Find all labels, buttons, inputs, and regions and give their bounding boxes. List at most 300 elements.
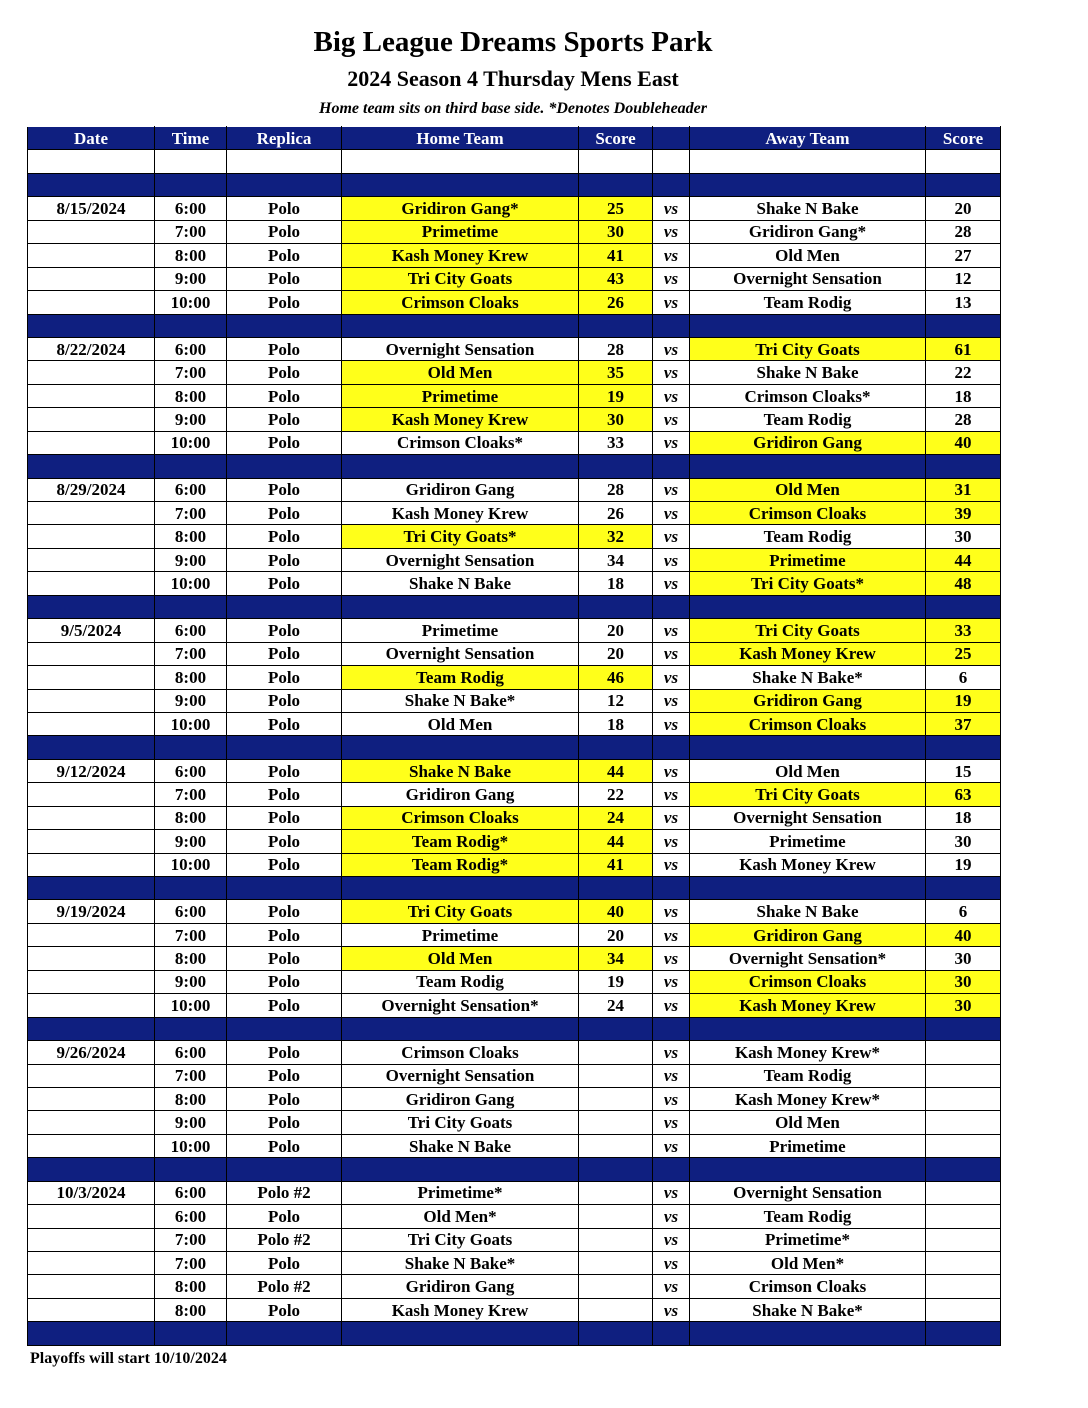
away-team: Overnight Sensation bbox=[690, 267, 926, 290]
home-team: Crimson Cloaks bbox=[342, 291, 579, 314]
home-team: Shake N Bake* bbox=[342, 689, 579, 712]
game-time: 10:00 bbox=[155, 853, 227, 876]
vs-label: vs bbox=[653, 337, 690, 360]
vs-label: vs bbox=[653, 1064, 690, 1087]
game-replica: Polo bbox=[227, 384, 342, 407]
separator-cell bbox=[579, 1158, 653, 1181]
home-score: 41 bbox=[579, 853, 653, 876]
home-score bbox=[579, 1252, 653, 1275]
home-score: 25 bbox=[579, 197, 653, 220]
separator-cell bbox=[690, 595, 926, 618]
home-team: Team Rodig* bbox=[342, 853, 579, 876]
game-replica: Polo bbox=[227, 712, 342, 735]
column-header-vs bbox=[653, 127, 690, 150]
home-team: Crimson Cloaks* bbox=[342, 431, 579, 454]
home-score: 24 bbox=[579, 994, 653, 1017]
home-team: Gridiron Gang bbox=[342, 1275, 579, 1298]
home-team: Primetime bbox=[342, 220, 579, 243]
away-score bbox=[926, 1275, 1001, 1298]
column-header-replica: Replica bbox=[227, 127, 342, 150]
separator-cell bbox=[653, 1158, 690, 1181]
away-team: Gridiron Gang* bbox=[690, 220, 926, 243]
vs-label: vs bbox=[653, 384, 690, 407]
game-time: 7:00 bbox=[155, 220, 227, 243]
away-score bbox=[926, 1134, 1001, 1157]
game-replica: Polo bbox=[227, 244, 342, 267]
away-score: 37 bbox=[926, 712, 1001, 735]
week-separator-row bbox=[28, 173, 1001, 196]
table-row bbox=[28, 853, 1001, 876]
game-replica: Polo bbox=[227, 642, 342, 665]
away-team: Tri City Goats bbox=[690, 337, 926, 360]
home-team: Team Rodig bbox=[342, 666, 579, 689]
away-score bbox=[926, 1181, 1001, 1204]
table-row bbox=[28, 291, 1001, 314]
separator-cell bbox=[342, 314, 579, 337]
separator-cell bbox=[653, 314, 690, 337]
separator-cell bbox=[690, 736, 926, 759]
away-team: Shake N Bake bbox=[690, 197, 926, 220]
away-score bbox=[926, 1252, 1001, 1275]
table-row bbox=[28, 408, 1001, 431]
week-separator-row bbox=[28, 1017, 1001, 1040]
home-score: 20 bbox=[579, 642, 653, 665]
separator-cell bbox=[926, 1322, 1001, 1345]
home-score: 32 bbox=[579, 525, 653, 548]
separator-cell bbox=[342, 736, 579, 759]
away-team: Team Rodig bbox=[690, 525, 926, 548]
game-date bbox=[28, 666, 155, 689]
home-score: 34 bbox=[579, 947, 653, 970]
away-team: Kash Money Krew* bbox=[690, 1041, 926, 1064]
game-time: 9:00 bbox=[155, 548, 227, 571]
game-date: 9/19/2024 bbox=[28, 900, 155, 923]
separator-cell bbox=[227, 1017, 342, 1040]
vs-label: vs bbox=[653, 431, 690, 454]
game-replica: Polo bbox=[227, 830, 342, 853]
game-date bbox=[28, 1275, 155, 1298]
vs-label: vs bbox=[653, 1134, 690, 1157]
away-score: 30 bbox=[926, 525, 1001, 548]
away-team: Crimson Cloaks bbox=[690, 502, 926, 525]
game-time: 7:00 bbox=[155, 1228, 227, 1251]
game-replica: Polo bbox=[227, 1298, 342, 1321]
game-replica: Polo bbox=[227, 291, 342, 314]
table-row bbox=[28, 642, 1001, 665]
game-time: 6:00 bbox=[155, 759, 227, 782]
home-team: Gridiron Gang bbox=[342, 783, 579, 806]
home-score: 40 bbox=[579, 900, 653, 923]
blank-cell bbox=[653, 150, 690, 173]
separator-cell bbox=[28, 455, 155, 478]
game-replica: Polo bbox=[227, 502, 342, 525]
home-score: 43 bbox=[579, 267, 653, 290]
home-team: Gridiron Gang bbox=[342, 478, 579, 501]
away-score: 6 bbox=[926, 900, 1001, 923]
separator-cell bbox=[155, 455, 227, 478]
table-row bbox=[28, 759, 1001, 782]
home-team: Tri City Goats bbox=[342, 267, 579, 290]
separator-cell bbox=[690, 455, 926, 478]
blank-cell bbox=[227, 150, 342, 173]
separator-cell bbox=[342, 173, 579, 196]
game-date bbox=[28, 244, 155, 267]
game-time: 8:00 bbox=[155, 1275, 227, 1298]
separator-cell bbox=[579, 314, 653, 337]
vs-label: vs bbox=[653, 1205, 690, 1228]
home-score bbox=[579, 1205, 653, 1228]
week-separator-row bbox=[28, 314, 1001, 337]
blank-cell bbox=[926, 150, 1001, 173]
home-team: Kash Money Krew bbox=[342, 408, 579, 431]
separator-cell bbox=[926, 1158, 1001, 1181]
home-score: 28 bbox=[579, 337, 653, 360]
table-row bbox=[28, 1205, 1001, 1228]
vs-label: vs bbox=[653, 267, 690, 290]
home-team: Primetime bbox=[342, 619, 579, 642]
home-score: 34 bbox=[579, 548, 653, 571]
separator-cell bbox=[155, 1322, 227, 1345]
game-time: 8:00 bbox=[155, 1298, 227, 1321]
blank-cell bbox=[579, 150, 653, 173]
away-team: Shake N Bake* bbox=[690, 1298, 926, 1321]
game-time: 7:00 bbox=[155, 1252, 227, 1275]
home-team: Gridiron Gang bbox=[342, 1087, 579, 1110]
game-time: 10:00 bbox=[155, 431, 227, 454]
away-team: Shake N Bake* bbox=[690, 666, 926, 689]
away-team: Overnight Sensation bbox=[690, 1181, 926, 1204]
game-replica: Polo bbox=[227, 947, 342, 970]
separator-cell bbox=[155, 1017, 227, 1040]
away-team: Old Men* bbox=[690, 1252, 926, 1275]
away-score: 39 bbox=[926, 502, 1001, 525]
away-score bbox=[926, 1298, 1001, 1321]
vs-label: vs bbox=[653, 947, 690, 970]
vs-label: vs bbox=[653, 1228, 690, 1251]
table-row bbox=[28, 947, 1001, 970]
away-score bbox=[926, 1111, 1001, 1134]
game-time: 10:00 bbox=[155, 712, 227, 735]
game-replica: Polo bbox=[227, 970, 342, 993]
game-date bbox=[28, 431, 155, 454]
home-score: 19 bbox=[579, 970, 653, 993]
separator-cell bbox=[342, 1158, 579, 1181]
away-team: Primetime bbox=[690, 830, 926, 853]
separator-cell bbox=[342, 877, 579, 900]
game-time: 10:00 bbox=[155, 572, 227, 595]
game-time: 6:00 bbox=[155, 619, 227, 642]
game-time: 6:00 bbox=[155, 900, 227, 923]
game-time: 6:00 bbox=[155, 197, 227, 220]
away-team: Old Men bbox=[690, 759, 926, 782]
table-row bbox=[28, 1181, 1001, 1204]
game-time: 8:00 bbox=[155, 1087, 227, 1110]
home-score: 41 bbox=[579, 244, 653, 267]
home-team: Team Rodig* bbox=[342, 830, 579, 853]
table-row bbox=[28, 970, 1001, 993]
vs-label: vs bbox=[653, 1252, 690, 1275]
vs-label: vs bbox=[653, 572, 690, 595]
home-team: Old Men bbox=[342, 712, 579, 735]
home-team: Crimson Cloaks bbox=[342, 1041, 579, 1064]
away-team: Team Rodig bbox=[690, 1064, 926, 1087]
game-date bbox=[28, 994, 155, 1017]
home-score: 24 bbox=[579, 806, 653, 829]
separator-cell bbox=[690, 1322, 926, 1345]
game-time: 7:00 bbox=[155, 642, 227, 665]
game-replica: Polo bbox=[227, 619, 342, 642]
vs-label: vs bbox=[653, 994, 690, 1017]
separator-cell bbox=[155, 314, 227, 337]
game-date bbox=[28, 408, 155, 431]
table-row bbox=[28, 197, 1001, 220]
away-score: 40 bbox=[926, 431, 1001, 454]
table-row bbox=[28, 478, 1001, 501]
away-score: 30 bbox=[926, 830, 1001, 853]
table-row bbox=[28, 1064, 1001, 1087]
away-score bbox=[926, 1064, 1001, 1087]
home-team: Old Men* bbox=[342, 1205, 579, 1228]
game-time: 9:00 bbox=[155, 408, 227, 431]
away-score: 25 bbox=[926, 642, 1001, 665]
away-team: Primetime bbox=[690, 548, 926, 571]
home-team: Gridiron Gang* bbox=[342, 197, 579, 220]
game-date bbox=[28, 947, 155, 970]
game-replica: Polo #2 bbox=[227, 1181, 342, 1204]
separator-cell bbox=[579, 1017, 653, 1040]
separator-cell bbox=[690, 1158, 926, 1181]
home-score bbox=[579, 1181, 653, 1204]
table-row bbox=[28, 244, 1001, 267]
home-team: Old Men bbox=[342, 947, 579, 970]
vs-label: vs bbox=[653, 806, 690, 829]
game-replica: Polo bbox=[227, 408, 342, 431]
separator-cell bbox=[926, 736, 1001, 759]
table-row bbox=[28, 384, 1001, 407]
table-row bbox=[28, 267, 1001, 290]
blank-cell bbox=[342, 150, 579, 173]
table-row bbox=[28, 1041, 1001, 1064]
away-score: 33 bbox=[926, 619, 1001, 642]
separator-cell bbox=[653, 1322, 690, 1345]
vs-label: vs bbox=[653, 666, 690, 689]
separator-cell bbox=[28, 736, 155, 759]
game-replica: Polo bbox=[227, 525, 342, 548]
separator-cell bbox=[342, 1017, 579, 1040]
separator-cell bbox=[155, 1158, 227, 1181]
home-team: Old Men bbox=[342, 361, 579, 384]
away-score: 31 bbox=[926, 478, 1001, 501]
home-team: Shake N Bake bbox=[342, 1134, 579, 1157]
separator-cell bbox=[653, 1017, 690, 1040]
game-date bbox=[28, 806, 155, 829]
game-replica: Polo bbox=[227, 783, 342, 806]
table-row bbox=[28, 1228, 1001, 1251]
away-team: Kash Money Krew bbox=[690, 642, 926, 665]
away-score bbox=[926, 1228, 1001, 1251]
column-header-away-score: Score bbox=[926, 127, 1001, 150]
game-time: 6:00 bbox=[155, 1041, 227, 1064]
home-team: Tri City Goats* bbox=[342, 525, 579, 548]
game-replica: Polo bbox=[227, 361, 342, 384]
game-time: 9:00 bbox=[155, 689, 227, 712]
table-row bbox=[28, 220, 1001, 243]
separator-cell bbox=[926, 173, 1001, 196]
vs-label: vs bbox=[653, 712, 690, 735]
table-row bbox=[28, 666, 1001, 689]
game-date: 8/29/2024 bbox=[28, 478, 155, 501]
game-date bbox=[28, 689, 155, 712]
vs-label: vs bbox=[653, 408, 690, 431]
home-team: Tri City Goats bbox=[342, 1228, 579, 1251]
home-score bbox=[579, 1111, 653, 1134]
table-row bbox=[28, 1298, 1001, 1321]
vs-label: vs bbox=[653, 759, 690, 782]
game-date bbox=[28, 1111, 155, 1134]
game-time: 6:00 bbox=[155, 337, 227, 360]
table-row bbox=[28, 1111, 1001, 1134]
game-date bbox=[28, 1252, 155, 1275]
separator-cell bbox=[227, 173, 342, 196]
away-team: Crimson Cloaks* bbox=[690, 384, 926, 407]
away-score bbox=[926, 1041, 1001, 1064]
home-team: Team Rodig bbox=[342, 970, 579, 993]
home-score: 30 bbox=[579, 408, 653, 431]
table-row bbox=[28, 806, 1001, 829]
game-date bbox=[28, 642, 155, 665]
table-row bbox=[28, 619, 1001, 642]
game-replica: Polo bbox=[227, 900, 342, 923]
game-date bbox=[28, 1134, 155, 1157]
separator-cell bbox=[227, 455, 342, 478]
separator-cell bbox=[926, 595, 1001, 618]
separator-cell bbox=[342, 595, 579, 618]
blank-cell bbox=[28, 150, 155, 173]
game-date bbox=[28, 384, 155, 407]
game-date bbox=[28, 923, 155, 946]
vs-label: vs bbox=[653, 923, 690, 946]
home-score: 30 bbox=[579, 220, 653, 243]
vs-label: vs bbox=[653, 244, 690, 267]
separator-cell bbox=[28, 1158, 155, 1181]
vs-label: vs bbox=[653, 197, 690, 220]
away-team: Team Rodig bbox=[690, 1205, 926, 1228]
vs-label: vs bbox=[653, 853, 690, 876]
separator-cell bbox=[690, 877, 926, 900]
game-replica: Polo bbox=[227, 267, 342, 290]
week-separator-row bbox=[28, 1158, 1001, 1181]
game-replica: Polo bbox=[227, 197, 342, 220]
home-score: 19 bbox=[579, 384, 653, 407]
home-score: 20 bbox=[579, 923, 653, 946]
home-score: 12 bbox=[579, 689, 653, 712]
separator-cell bbox=[926, 1017, 1001, 1040]
game-time: 9:00 bbox=[155, 830, 227, 853]
game-time: 8:00 bbox=[155, 806, 227, 829]
away-team: Kash Money Krew bbox=[690, 994, 926, 1017]
game-time: 8:00 bbox=[155, 384, 227, 407]
table-row bbox=[28, 923, 1001, 946]
game-time: 7:00 bbox=[155, 783, 227, 806]
vs-label: vs bbox=[653, 548, 690, 571]
game-replica: Polo bbox=[227, 478, 342, 501]
separator-cell bbox=[227, 314, 342, 337]
game-replica: Polo #2 bbox=[227, 1228, 342, 1251]
vs-label: vs bbox=[653, 361, 690, 384]
home-team: Tri City Goats bbox=[342, 1111, 579, 1134]
separator-cell bbox=[28, 877, 155, 900]
separator-cell bbox=[342, 455, 579, 478]
vs-label: vs bbox=[653, 1181, 690, 1204]
separator-cell bbox=[653, 173, 690, 196]
away-score: 6 bbox=[926, 666, 1001, 689]
game-replica: Polo #2 bbox=[227, 1275, 342, 1298]
home-team: Tri City Goats bbox=[342, 900, 579, 923]
playoffs-note: Playoffs will start 10/10/2024 bbox=[30, 1350, 227, 1367]
home-team: Primetime* bbox=[342, 1181, 579, 1204]
home-score bbox=[579, 1298, 653, 1321]
game-replica: Polo bbox=[227, 220, 342, 243]
game-date bbox=[28, 1298, 155, 1321]
game-replica: Polo bbox=[227, 923, 342, 946]
week-separator-row bbox=[28, 455, 1001, 478]
table-row bbox=[28, 689, 1001, 712]
game-replica: Polo bbox=[227, 548, 342, 571]
game-date bbox=[28, 548, 155, 571]
table-row bbox=[28, 783, 1001, 806]
separator-cell bbox=[227, 736, 342, 759]
vs-label: vs bbox=[653, 970, 690, 993]
blank-cell bbox=[155, 150, 227, 173]
game-date: 8/15/2024 bbox=[28, 197, 155, 220]
home-score bbox=[579, 1087, 653, 1110]
column-header-home-score: Score bbox=[579, 127, 653, 150]
separator-cell bbox=[155, 877, 227, 900]
game-date bbox=[28, 1064, 155, 1087]
table-header-row bbox=[28, 127, 1001, 150]
separator-cell bbox=[653, 877, 690, 900]
away-score: 19 bbox=[926, 853, 1001, 876]
separator-cell bbox=[227, 595, 342, 618]
game-time: 8:00 bbox=[155, 666, 227, 689]
separator-cell bbox=[155, 173, 227, 196]
game-date bbox=[28, 361, 155, 384]
week-separator-row bbox=[28, 736, 1001, 759]
separator-cell bbox=[28, 314, 155, 337]
game-date bbox=[28, 291, 155, 314]
game-replica: Polo bbox=[227, 666, 342, 689]
vs-label: vs bbox=[653, 502, 690, 525]
week-separator-row bbox=[28, 595, 1001, 618]
separator-cell bbox=[579, 1322, 653, 1345]
separator-cell bbox=[28, 1017, 155, 1040]
away-score bbox=[926, 1087, 1001, 1110]
away-score: 18 bbox=[926, 806, 1001, 829]
home-team: Shake N Bake bbox=[342, 759, 579, 782]
away-team: Old Men bbox=[690, 478, 926, 501]
home-score bbox=[579, 1041, 653, 1064]
away-team: Crimson Cloaks bbox=[690, 1275, 926, 1298]
separator-cell bbox=[926, 877, 1001, 900]
table-row bbox=[28, 712, 1001, 735]
away-team: Old Men bbox=[690, 1111, 926, 1134]
table-row bbox=[28, 1087, 1001, 1110]
home-score bbox=[579, 1228, 653, 1251]
game-date: 9/5/2024 bbox=[28, 619, 155, 642]
away-score: 63 bbox=[926, 783, 1001, 806]
page-title: Big League Dreams Sports Park bbox=[313, 26, 713, 58]
vs-label: vs bbox=[653, 900, 690, 923]
